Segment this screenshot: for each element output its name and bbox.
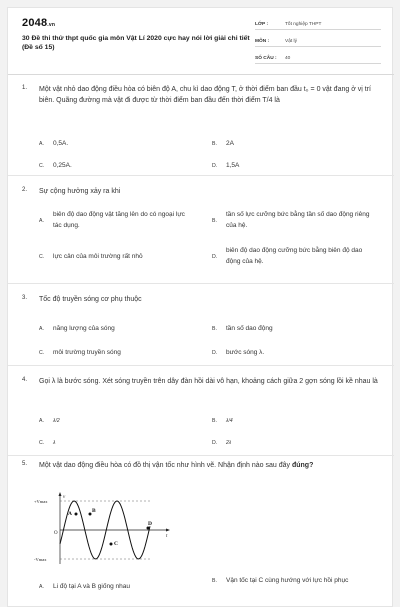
option-a[interactable]: [39, 416, 199, 427]
logo-suffix: .vn: [47, 22, 56, 28]
question-text: Tốc độ truyền sóng cơ phụ thuộc: [39, 296, 142, 303]
question-divider: [8, 283, 394, 284]
option-c[interactable]: [39, 252, 199, 263]
option-text: 1,5A: [226, 162, 240, 169]
option-label: C.: [39, 254, 45, 261]
question-text: Gọi λ là bước sóng. Xét sóng truyền trên dây đàn hồi dài vô hạn, khoảng cách giữa 2 gợn sóng lồi kề nhau là: [39, 378, 378, 385]
option-a[interactable]: [39, 210, 199, 231]
vmax-label: +Vmax: [34, 499, 48, 504]
option-c[interactable]: [39, 348, 199, 359]
option-text: biên độ dao động cưỡng bức bằng biên độ dao động của hệ.: [226, 247, 363, 265]
option-label: C.: [39, 440, 45, 447]
option-label: A.: [39, 141, 44, 148]
option-label: B.: [212, 326, 217, 333]
meta-key: LỚP :: [255, 22, 269, 27]
option-text: 0,5A.: [53, 140, 69, 147]
question-text: Sự cộng hưởng xảy ra khi: [39, 188, 121, 195]
option-b[interactable]: [212, 324, 387, 335]
meta-value: 40: [285, 56, 291, 61]
option-label: B.: [212, 217, 217, 224]
question-text-plain: Một vật dao động điều hòa có đồ thị vận tốc như hình vẽ. Nhận định nào sau đây: [39, 462, 292, 469]
v-axis-label: v: [63, 495, 66, 500]
meta-key: MÔN :: [255, 39, 270, 44]
point-a-label: A: [68, 511, 72, 517]
t-axis-arrow: [166, 529, 170, 532]
option-text: tần số lực cưỡng bức bằng tần số dao động riêng của hệ.: [226, 211, 370, 229]
option-text: 2λ: [226, 440, 232, 446]
v-axis-arrow: [59, 492, 62, 496]
option-text: bước sóng λ.: [226, 349, 265, 356]
option-label: D.: [212, 253, 218, 260]
exam-header: [8, 8, 394, 73]
point-d-label: D: [148, 521, 152, 527]
option-label: D.: [212, 163, 218, 170]
question-text: [39, 460, 384, 471]
option-label: A.: [39, 217, 44, 224]
origin-label: O: [54, 531, 58, 536]
option-label: A.: [39, 326, 44, 333]
option-label: B.: [212, 418, 217, 425]
option-label: D.: [212, 350, 218, 357]
site-logo[interactable]: [22, 17, 55, 29]
option-label: B.: [212, 578, 217, 585]
t-axis-label: t: [166, 534, 168, 539]
meta-value: Tốt nghiệp THPT: [285, 22, 322, 27]
option-a[interactable]: [39, 582, 199, 593]
option-label: C.: [39, 163, 45, 170]
option-text: Li độ tại A và B giống nhau: [53, 583, 130, 590]
meta-row-count: [255, 51, 381, 64]
option-label: B.: [212, 141, 217, 148]
option-b[interactable]: [212, 416, 387, 427]
option-d[interactable]: [212, 246, 387, 267]
option-text: λ/2: [53, 418, 60, 424]
meta-value: Vật lý: [285, 39, 297, 44]
option-text: λ/4: [226, 418, 233, 424]
option-label: D.: [212, 440, 218, 447]
option-text: 2A: [226, 140, 234, 147]
point-c-label: C: [114, 541, 118, 547]
question-number: 4.: [22, 377, 28, 383]
meta-key: SỐ CÂU :: [255, 56, 277, 61]
point-b-label: B: [92, 508, 96, 514]
option-text: năng lượng của sóng: [53, 325, 115, 332]
question-number: 5.: [22, 461, 28, 467]
option-c[interactable]: [39, 161, 199, 172]
point-c: [110, 543, 113, 546]
question-text: Một vật nhỏ dao động điều hòa có biên độ A, chu kì dao động T, ở thời điểm ban đầu t₀ = 0 vật đang ở vị trí biên. Quãng đường mà vật đi được từ thời điểm ban đầu đến thời điểm T/4 là: [39, 86, 371, 104]
option-label: A.: [39, 584, 44, 591]
option-d[interactable]: [212, 161, 387, 172]
velocity-time-graph: [30, 490, 180, 568]
option-text: môi trường truyền sóng: [53, 349, 121, 356]
question-number: 3.: [22, 295, 28, 301]
exam-title: 30 Đề thi thử thpt quốc gia môn Vật Lí 2020 cực hay nói lời giải chi tiết (Đề số 15): [22, 35, 250, 51]
option-d[interactable]: [212, 438, 387, 449]
question-number: 2.: [22, 187, 28, 193]
option-text: Vận tốc tại C cùng hướng với lực hồi phục: [226, 577, 349, 584]
option-d[interactable]: [212, 348, 387, 359]
option-text: 0,25A.: [53, 162, 72, 169]
option-c[interactable]: [39, 438, 199, 449]
option-b[interactable]: [212, 576, 387, 587]
option-a[interactable]: [39, 324, 199, 335]
question-divider: [8, 175, 394, 176]
option-a[interactable]: [39, 139, 199, 150]
question-divider: [8, 365, 394, 366]
exam-meta: [255, 17, 381, 68]
exam-page: [7, 7, 393, 607]
option-text: tần số dao động: [226, 325, 273, 332]
option-label: A.: [39, 418, 44, 425]
vmin-label: -Vmax: [34, 557, 47, 562]
option-text: lực cản của môi trường rất nhỏ: [53, 253, 143, 260]
option-text: biên độ dao động vật tăng lên do có ngoại lực tác dụng.: [53, 211, 185, 229]
header-divider: [8, 74, 394, 75]
point-a: [75, 513, 78, 516]
option-b[interactable]: [212, 139, 387, 150]
question-divider: [8, 455, 394, 456]
option-b[interactable]: [212, 210, 387, 231]
question-text-emphasis: đúng?: [291, 462, 314, 469]
question-number: 1.: [22, 85, 28, 91]
meta-row-subject: [255, 34, 381, 47]
meta-row-grade: [255, 17, 381, 30]
option-text: λ: [53, 440, 56, 446]
logo-text: 2048: [22, 17, 48, 29]
option-label: C.: [39, 350, 45, 357]
